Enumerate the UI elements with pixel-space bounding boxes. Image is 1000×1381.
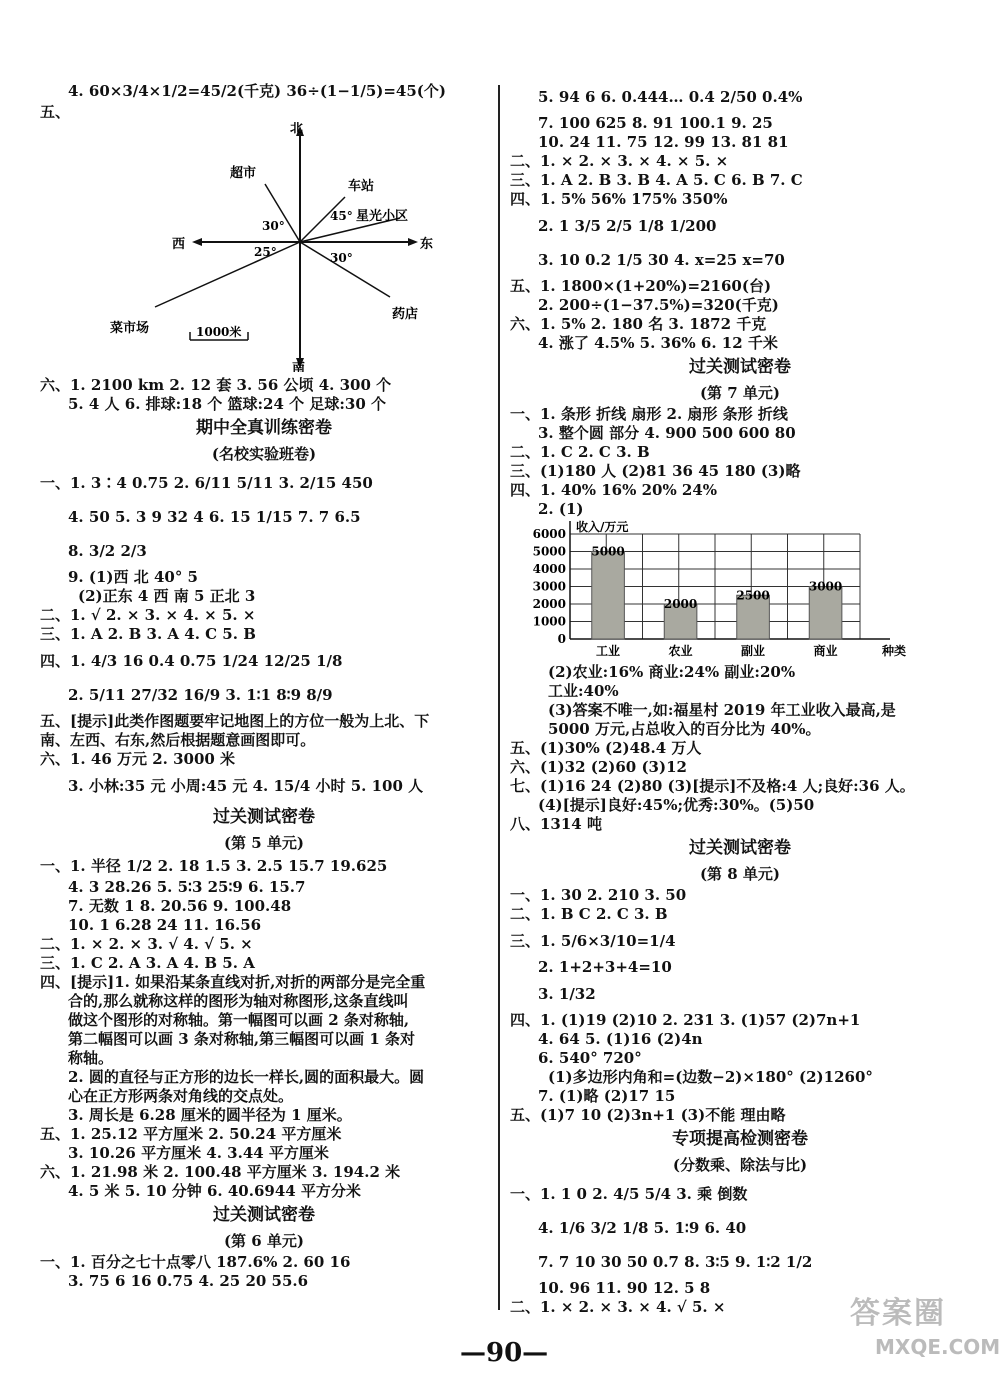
supermarket-line <box>265 184 300 242</box>
answer-line: 第二幅图可以画 3 条对称轴,第三幅图可以画 1 条对 <box>68 1030 415 1048</box>
answer-line: (4)[提示]良好:45%;优秀:30%。(5)50 <box>538 796 815 814</box>
answer-line: 4. 1/6 3/2 1/8 5. 1∶9 6. 40 <box>538 1219 747 1237</box>
answer-line: (2)正东 4 西 南 5 正北 3 <box>78 587 256 605</box>
answer-line: 3. 10 0.2 1/5 30 4. x=25 x=70 <box>538 251 785 269</box>
section-title: 专项提高检测密卷 <box>672 1129 808 1149</box>
answer-line: 10. 1 6.28 24 11. 16.56 <box>68 916 262 934</box>
community-label: 星光小区 <box>356 209 409 224</box>
answer-line: 7. 无数 1 8. 20.56 9. 100.48 <box>68 897 292 915</box>
answer-line: 3. 1/32 <box>538 985 596 1003</box>
left-column <box>40 80 488 1291</box>
answer-line: 7. 100 625 8. 91 100.1 9. 25 <box>538 114 773 132</box>
answer-line: 2. 200÷(1−37.5%)=320(千克) <box>538 296 779 314</box>
answer-line: 六、1. 21.98 米 2. 100.48 平方厘米 3. 194.2 米 <box>40 1163 401 1181</box>
bar-value-label: 5000 <box>591 544 625 559</box>
answer-line: 3. 整个圆 部分 4. 900 500 600 80 <box>538 424 796 442</box>
answer-line: 2. 1 3/5 2/5 1/8 1/200 <box>538 217 717 235</box>
section-title: 过关测试密卷 <box>213 807 315 827</box>
answer-line: 南、左西、右东,然后根据题意画图即可。 <box>40 731 316 749</box>
answer-line: 二、1. √ 2. × 3. × 4. × 5. × <box>40 606 256 624</box>
x-tick-label: 工业 <box>596 644 621 658</box>
section-title: 期中全真训练密卷 <box>196 418 332 438</box>
bar-value-label: 2000 <box>663 597 698 611</box>
answer-line: 3. 10.26 平方厘米 4. 3.44 平方厘米 <box>68 1144 329 1162</box>
y-axis-label: 收入/万元 <box>576 520 629 534</box>
answer-line: 二、1. × 2. × 3. √ 4. √ 5. × <box>40 935 253 953</box>
answer-line: 一、1. 3∶4 0.75 2. 6/11 5/11 3. 2/15 450 <box>40 474 373 492</box>
answer-line: 一、1. 1 0 2. 4/5 5/4 3. 乘 倒数 <box>510 1185 748 1203</box>
answer-line: 五、[提示]此类作图题要牢记地图上的方位一般为上北、下 <box>40 712 430 730</box>
answer-line: 3. 小林:35 元 小周:45 元 4. 15/4 小时 5. 100 人 <box>68 777 424 795</box>
answer-line: 9. (1)西 北 40° 5 <box>68 568 198 586</box>
west-label: 西 <box>172 237 186 252</box>
answer-line: 五、(1)30% (2)48.4 万人 <box>510 739 702 757</box>
answer-line: 七、(1)16 24 (2)80 (3)[提示]不及格:4 人;良好:36 人。 <box>510 777 915 795</box>
answer-line: 10. 96 11. 90 12. 5 8 <box>538 1279 711 1297</box>
answer-line: 五、1. 25.12 平方厘米 2. 50.24 平方厘米 <box>40 1125 342 1143</box>
x-tick-label: 农业 <box>668 644 693 658</box>
section-title: 过关测试密卷 <box>213 1205 315 1225</box>
answer-line: 三、(1)180 人 (2)81 36 45 180 (3)略 <box>510 462 801 480</box>
answer-line: 心在正方形两条对角线的交点处。 <box>68 1087 294 1105</box>
answer-line: 2. 圆的直径与正方形的边长一样长,圆的面积最大。圆 <box>68 1068 425 1086</box>
answer-line: 三、1. 5/6×3/10=1/4 <box>510 932 676 950</box>
answer-line: 4. 60×3/4×1/2=45/2(千克) 36÷(1−1/5)=45(个) <box>68 82 447 100</box>
answer-line: (2)农业:16% 商业:24% 副业:20% <box>548 663 796 681</box>
bar <box>809 587 842 640</box>
section-subtitle: (第 8 单元) <box>699 865 781 883</box>
y-tick-label: 0 <box>557 632 566 646</box>
answer-line: 二、1. B C 2. C 3. B <box>510 905 668 923</box>
answer-line: 四、1. 5% 56% 175% 350% <box>510 190 728 208</box>
y-tick-label: 1000 <box>532 614 566 629</box>
y-tick-label: 5000 <box>532 544 566 559</box>
section-subtitle: (名校实验班卷) <box>211 445 317 463</box>
answer-line: 工业:40% <box>548 682 619 700</box>
y-tick-label: 4000 <box>532 562 566 576</box>
answer-line: 4. 3 28.26 5. 5∶3 25∶9 6. 15.7 <box>68 878 306 896</box>
answer-line: 一、1. 条形 折线 扇形 2. 扇形 条形 折线 <box>510 405 788 423</box>
y-tick-label: 6000 <box>532 527 566 541</box>
answer-line: 4. 64 5. (1)16 (2)4n <box>538 1030 703 1048</box>
answer-line: 5. 94 6 6. 0.444… 0.4 2/50 0.4% <box>538 88 803 106</box>
answer-line: 六、1. 2100 km 2. 12 套 3. 56 公顷 4. 300 个 <box>40 376 392 394</box>
answer-line: 3. 周长是 6.28 厘米的圆半径为 1 厘米。 <box>68 1106 352 1124</box>
section-subtitle: (第 6 单元) <box>223 1232 305 1250</box>
answer-line: 2. (1) <box>538 500 584 518</box>
answer-line: 八、1314 吨 <box>510 815 602 833</box>
answer-line: 合的,那么就称这样的图形为轴对称图形,这条直线叫 <box>68 992 409 1010</box>
compass-diagram <box>40 122 488 372</box>
answer-line: 六、(1)32 (2)60 (3)12 <box>510 758 687 776</box>
answer-line: 二、1. × 2. × 3. × 4. × 5. × <box>510 152 729 170</box>
angle-label: 30° <box>330 251 353 265</box>
answer-line: 3. 75 6 16 0.75 4. 25 20 55.6 <box>68 1272 309 1290</box>
section-subtitle: (第 7 单元) <box>699 384 781 402</box>
x-axis-label: 种类 <box>882 644 907 658</box>
watermark-url: MXQE.COM <box>875 1335 1000 1359</box>
bar-value-label: 2500 <box>736 588 770 603</box>
answer-line: 二、1. C 2. C 3. B <box>510 443 650 461</box>
angle-label: 45° <box>330 209 353 223</box>
answer-line: 三、1. A 2. B 3. B 4. A 5. C 6. B 7. C <box>510 171 803 189</box>
south-label: 南 <box>292 361 306 372</box>
column-divider <box>498 85 500 1310</box>
answer-line: 二、1. × 2. × 3. × 4. √ 5. × <box>510 1298 726 1316</box>
answer-line: (1)多边形内角和=(边数−2)×180° (2)1260° <box>548 1068 873 1086</box>
section-subtitle: (分数乘、除法与比) <box>672 1156 808 1174</box>
angle-label: 30° <box>262 219 285 233</box>
answer-line: 6. 540° 720° <box>538 1049 642 1067</box>
answer-line: 做这个图形的对称轴。第一幅图可以画 2 条对称轴, <box>68 1011 410 1029</box>
section-subtitle: (第 5 单元) <box>223 834 305 852</box>
answer-line: 四、1. 40% 16% 20% 24% <box>510 481 718 499</box>
answer-line: 一、1. 半径 1/2 2. 18 1.5 3. 2.5 15.7 19.625 <box>40 857 388 875</box>
answer-line: 一、1. 百分之七十点零八 187.6% 2. 60 16 <box>40 1253 351 1271</box>
answer-line: 7. 7 10 30 50 0.7 8. 3∶5 9. 1∶2 1/2 <box>538 1253 813 1271</box>
east-label: 东 <box>420 237 434 252</box>
answer-line: 7. (1)略 (2)17 15 <box>538 1087 676 1105</box>
west-arrow <box>192 238 202 246</box>
page-number: —90— <box>460 1338 549 1368</box>
answer-line: 10. 24 11. 75 12. 99 13. 81 81 <box>538 133 789 151</box>
y-tick-label: 2000 <box>532 597 566 611</box>
scale-label: 1000米 <box>196 325 242 339</box>
answer-line: 4. 5 米 5. 10 分钟 6. 40.6944 平方分米 <box>68 1182 361 1200</box>
answer-line: 三、1. C 2. A 3. A 4. B 5. A <box>40 954 255 972</box>
answer-line: 2. 1+2+3+4=10 <box>538 958 672 976</box>
answer-line: 四、1. (1)19 (2)10 2. 231 3. (1)57 (2)7n+1 <box>510 1011 861 1029</box>
answer-line: 2. 5/11 27/32 16/9 3. 1∶1 8∶9 8/9 <box>68 686 333 704</box>
answer-line: 五、1. 1800×(1+20%)=2160(台) <box>510 277 772 295</box>
answer-line: 4. 涨了 4.5% 5. 36% 6. 12 千米 <box>538 334 778 352</box>
section-title: 过关测试密卷 <box>689 838 791 858</box>
y-tick-label: 3000 <box>532 579 566 594</box>
answer-line: 8. 3/2 2/3 <box>68 542 147 560</box>
answer-line: 四、[提示]1. 如果沿某条直线对折,对折的两部分是完全重 <box>40 973 426 991</box>
answer-line: 5. 4 人 6. 排球:18 个 篮球:24 个 足球:30 个 <box>68 395 386 413</box>
section-label: 五、 <box>40 103 71 121</box>
x-tick-label: 副业 <box>741 644 766 658</box>
pharmacy-label: 药店 <box>392 307 419 322</box>
answer-line: 称轴。 <box>68 1049 114 1067</box>
answer-line: 六、1. 46 万元 2. 3000 米 <box>40 750 236 768</box>
section-title: 过关测试密卷 <box>689 357 791 377</box>
angle-label: 25° <box>254 245 277 259</box>
answer-line: (3)答案不唯一,如:福星村 2019 年工业收入最高,是 <box>548 701 896 719</box>
answer-line: 一、1. 30 2. 210 3. 50 <box>510 886 687 904</box>
answer-line: 4. 50 5. 3 9 32 4 6. 15 1/15 7. 7 6.5 <box>68 508 361 526</box>
supermarket-label: 超市 <box>230 166 257 181</box>
answer-line: 三、1. A 2. B 3. A 4. C 5. B <box>40 625 256 643</box>
bar <box>592 552 625 640</box>
answer-line: 四、1. 4/3 16 0.4 0.75 1/24 12/25 1/8 <box>40 652 343 670</box>
north-label: 北 <box>290 122 304 136</box>
market-label: 菜市场 <box>110 321 150 336</box>
answer-line: 5000 万元,占总收入的百分比为 40%。 <box>548 720 821 738</box>
east-arrow <box>408 238 418 246</box>
watermark-logo: 答案圈 <box>850 1296 946 1331</box>
station-label: 车站 <box>348 179 375 194</box>
right-column <box>510 80 970 1317</box>
income-bar-chart <box>510 519 910 659</box>
bar-value-label: 3000 <box>808 579 843 594</box>
answer-line: 六、1. 5% 2. 180 名 3. 1872 千克 <box>510 315 767 333</box>
answer-line: 五、(1)7 10 (2)3n+1 (3)不能 理由略 <box>510 1106 786 1124</box>
x-tick-label: 商业 <box>813 644 838 658</box>
